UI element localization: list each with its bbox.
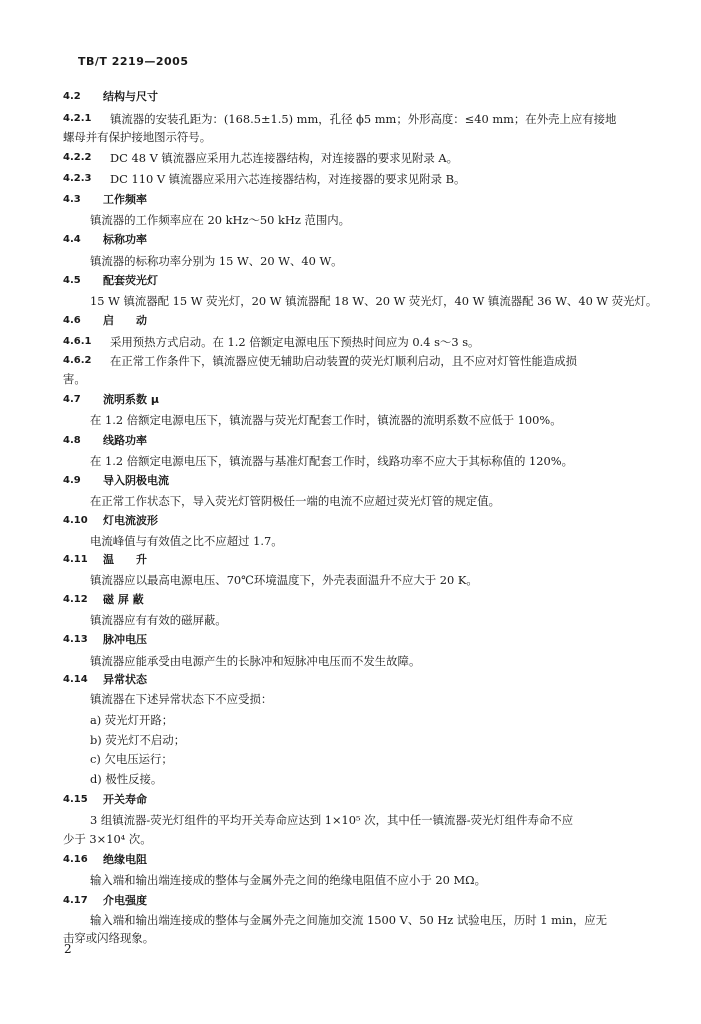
section-title: 启 动 [103,314,147,327]
clause-number: 4.7 [63,394,81,405]
standard-code-header: TB/T 2219—2005 [78,55,189,68]
paragraph-text: 在 1.2 倍额定电源电压下，镇流器与荧光灯配套工作时，镇流器的流明系数不应低于 100%。 [90,413,562,427]
clause-number: 4.8 [63,435,81,446]
paragraph-text: 电流峰值与有效值之比不应超过 1.7。 [90,534,283,548]
paragraph-text: 镇流器的标称功率分别为 15 W、20 W、40 W。 [90,254,343,268]
paragraph-text: 螺母并有保护接地图示符号。 [63,130,212,144]
clause-number: 4.3 [63,194,81,205]
section-title: 灯电流波形 [103,514,158,527]
paragraph-text: 15 W 镇流器配 15 W 荧光灯，20 W 镇流器配 18 W、20 W 荧光灯，40 W 镇流器配 36 W、40 W 荧光灯。 [90,294,658,308]
clause-number: 4.15 [63,794,88,805]
section-title: 线路功率 [103,434,147,447]
clause-number: 4.6.1 [63,336,92,347]
section-title: 配套荧光灯 [103,274,158,287]
clause-number: 4.10 [63,515,88,526]
section-title: 结构与尺寸 [103,90,158,103]
paragraph-text: 输入端和输出端连接成的整体与金属外壳之间施加交流 1500 V、50 Hz 试验电压，历时 1 min，应无 [90,913,608,927]
paragraph-text: 镇流器应以最高电源电压、70℃环境温度下，外壳表面温升不应大于 20 K。 [90,573,478,587]
clause-number: 4.6.2 [63,355,92,366]
section-title: 磁 屏 蔽 [103,593,144,606]
section-title: 流明系数 μ [103,393,159,406]
section-title: 温 升 [103,553,147,566]
clause-number: 4.5 [63,275,81,286]
clause-number: 4.9 [63,475,81,486]
page-number: 2 [64,942,72,956]
paragraph-text: 镇流器的工作频率应在 20 kHz～50 kHz 范围内。 [90,213,351,227]
paragraph-text: 在 1.2 倍额定电源电压下，镇流器与基准灯配套工作时，线路功率不应大于其标称值的 120%。 [90,454,573,468]
paragraph-text: 少于 3×10⁴ 次。 [63,832,152,846]
paragraph-text: 击穿或闪络现象。 [63,931,155,945]
paragraph-text: DC 110 V 镇流器应采用六芯连接器结构，对连接器的要求见附录 B。 [110,172,466,186]
paragraph-text: 在正常工作条件下，镇流器应使无辅助启动装置的荧光灯顺利启动，且不应对灯管性能造成损 [110,354,578,368]
clause-number: 4.14 [63,674,88,685]
section-title: 异常状态 [103,673,147,686]
paragraph-text: b) 荧光灯不启动； [90,733,186,747]
clause-number: 4.2.2 [63,152,92,163]
clause-number: 4.2 [63,91,81,102]
paragraph-text: 害。 [63,372,86,386]
clause-number: 4.2.3 [63,173,92,184]
clause-number: 4.11 [63,554,88,565]
paragraph-text: 镇流器在下述异常状态下不应受损： [90,692,273,706]
paragraph-text: 输入端和输出端连接成的整体与金属外壳之间的绝缘电阻值不应小于 20 MΩ。 [90,873,486,887]
paragraph-text: 在正常工作状态下，导入荧光灯管阴极任一端的电流不应超过荧光灯管的规定值。 [90,494,501,508]
paragraph-text: 镇流器应有有效的磁屏蔽。 [90,613,227,627]
paragraph-text: DC 48 V 镇流器应采用九芯连接器结构，对连接器的要求见附录 A。 [110,151,459,165]
section-title: 脉冲电压 [103,633,147,646]
clause-number: 4.16 [63,854,88,865]
clause-number: 4.13 [63,634,88,645]
clause-number: 4.6 [63,315,81,326]
section-title: 开关寿命 [103,793,147,806]
clause-number: 4.4 [63,234,81,245]
clause-number: 4.2.1 [63,113,92,124]
paragraph-text: 采用预热方式启动。在 1.2 倍额定电源电压下预热时间应为 0.4 s～3 s。 [110,335,480,349]
section-title: 绝缘电阻 [103,853,147,866]
paragraph-text: 镇流器的安装孔距为：(168.5±1.5) mm，孔径 ϕ5 mm；外形高度：≤40 mm；在外壳上应有接地 [110,112,617,126]
section-title: 导入阴极电流 [103,474,169,487]
paragraph-text: c) 欠电压运行； [90,752,173,766]
paragraph-text: d) 极性反接。 [90,772,163,786]
clause-number: 4.12 [63,594,88,605]
section-title: 工作频率 [103,193,147,206]
paragraph-text: a) 荧光灯开路； [90,713,174,727]
section-title: 介电强度 [103,894,147,907]
paragraph-text: 3 组镇流器-荧光灯组件的平均开关寿命应达到 1×10⁵ 次，其中任一镇流器-荧光灯组件寿命不应 [90,813,574,827]
section-title: 标称功率 [103,233,147,246]
paragraph-text: 镇流器应能承受由电源产生的长脉冲和短脉冲电压而不发生故障。 [90,654,421,668]
clause-number: 4.17 [63,895,88,906]
